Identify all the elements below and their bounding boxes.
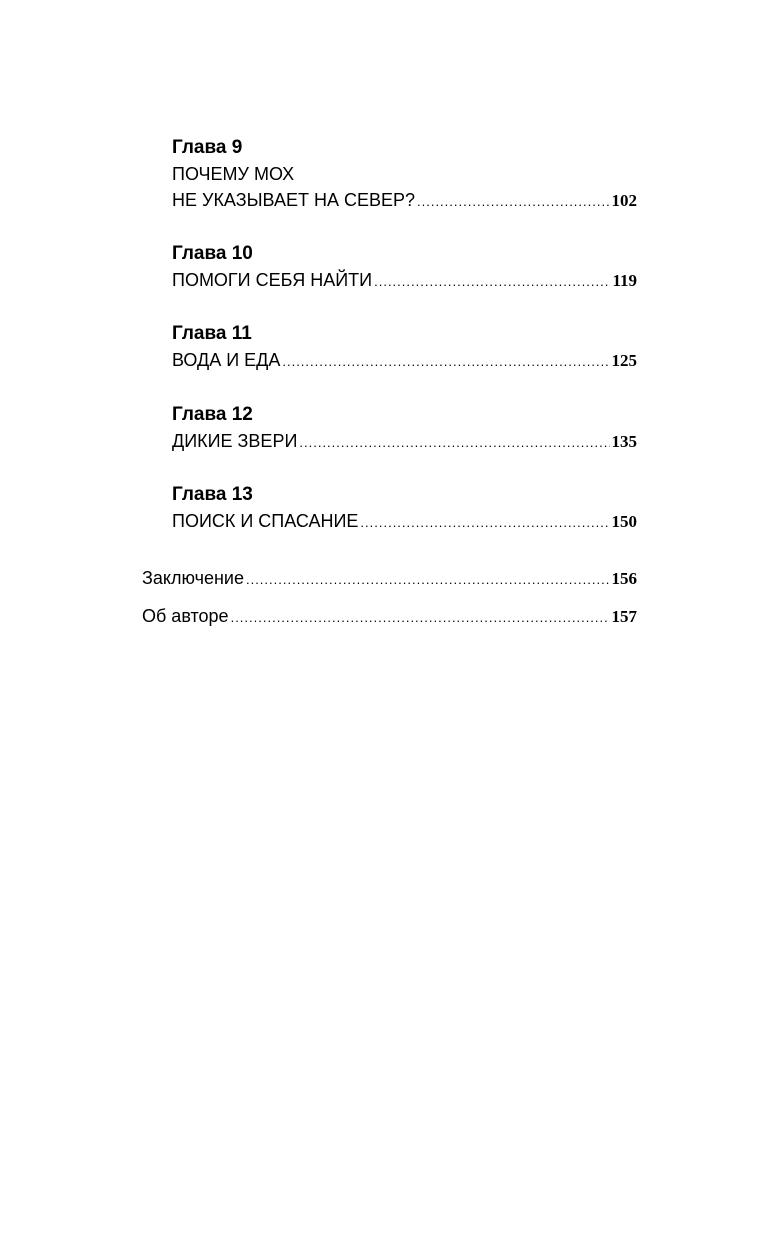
chapter-heading: Глава 9 bbox=[172, 137, 243, 158]
toc-entry-line[interactable] bbox=[172, 508, 637, 534]
page-number: 135 bbox=[611, 432, 637, 451]
page-number: 119 bbox=[612, 271, 637, 290]
toc-chapter-10 bbox=[172, 241, 637, 293]
toc-chapter-9 bbox=[172, 135, 637, 213]
chapter-heading: Глава 12 bbox=[172, 404, 253, 425]
page-number: 157 bbox=[611, 607, 637, 626]
toc-entry-line[interactable] bbox=[172, 187, 637, 213]
entry-label: Заключение bbox=[142, 568, 244, 588]
chapter-title-line: НЕ УКАЗЫВАЕТ НА СЕВЕР? bbox=[172, 190, 415, 210]
chapter-title-line: ВОДА И ЕДА bbox=[172, 350, 281, 370]
toc-entry-line[interactable] bbox=[172, 428, 637, 454]
chapter-title-line: ПОМОГИ СЕБЯ НАЙТИ bbox=[172, 270, 373, 290]
dot-leader bbox=[299, 430, 609, 456]
chapter-title-line: ДИКИЕ ЗВЕРИ bbox=[172, 431, 298, 451]
toc-entry-line[interactable] bbox=[172, 347, 637, 373]
toc-chapter-12 bbox=[172, 402, 637, 454]
chapter-heading: Глава 11 bbox=[172, 323, 252, 344]
page-number: 156 bbox=[611, 569, 637, 588]
page-number: 125 bbox=[611, 351, 637, 370]
chapter-heading: Глава 10 bbox=[172, 243, 253, 264]
dot-leader bbox=[374, 269, 610, 295]
page-number: 102 bbox=[611, 191, 637, 210]
dot-leader bbox=[282, 349, 609, 375]
chapter-title-line: ПОЧЕМУ МОХ bbox=[172, 164, 295, 184]
chapter-title-line: ПОИСК И СПАСАНИЕ bbox=[172, 511, 359, 531]
dot-leader bbox=[246, 567, 610, 593]
dot-leader bbox=[231, 605, 610, 631]
toc-conclusion[interactable] bbox=[142, 565, 637, 591]
entry-label: Об авторе bbox=[142, 606, 229, 626]
toc-chapter-13 bbox=[172, 482, 637, 534]
dot-leader bbox=[417, 189, 610, 215]
chapter-heading: Глава 13 bbox=[172, 484, 253, 505]
toc-entry-line[interactable] bbox=[172, 267, 637, 293]
page-number: 150 bbox=[611, 512, 637, 531]
dot-leader bbox=[360, 510, 609, 536]
toc-about-author[interactable] bbox=[142, 603, 637, 629]
toc-chapter-11 bbox=[172, 321, 637, 373]
